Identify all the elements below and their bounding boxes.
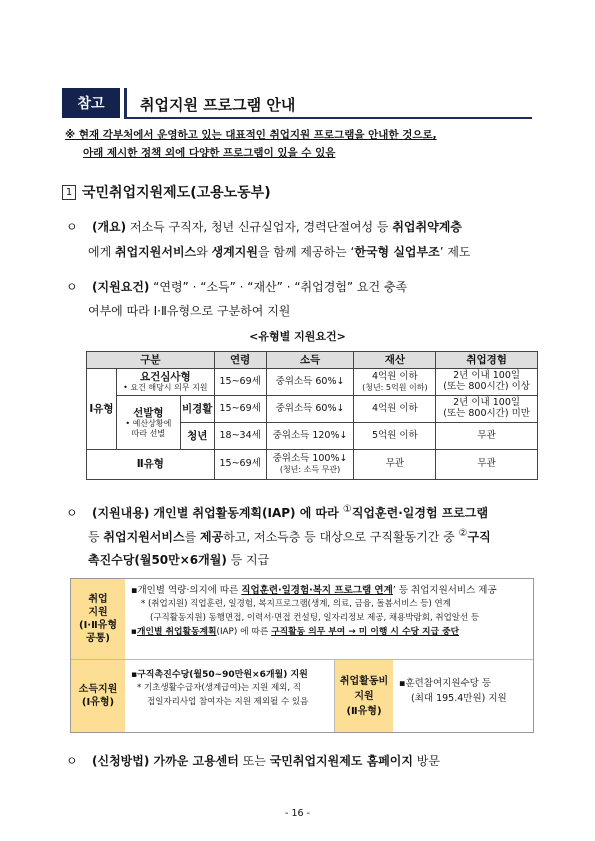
table-cell — [116, 369, 214, 396]
cell-line: 중위소득 100%↓ — [272, 453, 348, 465]
page-title: 취업지원 프로그램 안내 — [140, 96, 296, 114]
table-header-row — [87, 352, 538, 369]
table-row — [87, 450, 538, 480]
label-line: 공통) — [86, 633, 110, 644]
label-line: (Ⅰ유형) — [81, 697, 115, 708]
program-row-employ — [71, 579, 533, 660]
overview-line-2 — [88, 243, 471, 260]
table-cell: 무관 — [354, 450, 436, 480]
cell-line: 2년 이내 100일 — [453, 397, 521, 409]
overview-text: 저소득 구직자, 청년 신규실업자, 경력단절여성 등 — [126, 220, 393, 234]
cell-line: (청년: 5억원 이하) — [362, 382, 428, 392]
table-header: 취업경험 — [436, 352, 538, 369]
program-content — [125, 579, 533, 659]
table-cell: 15~69세 — [214, 369, 266, 396]
text: 구직활동 의무 부여 → 미 이행 시 수당 지급 중단 — [271, 627, 460, 638]
apply-label: (신청방법) — [92, 754, 150, 768]
content-line-1 — [66, 504, 488, 521]
cell-line: (또는 800시간) 미만 — [443, 408, 530, 419]
overview-bold: 취업취약계층 — [392, 220, 462, 234]
content-bold: 제공 — [200, 530, 224, 544]
program-line — [131, 625, 527, 639]
table-cell: 비경활 — [180, 396, 214, 423]
bullet-symbol: ㅇ — [66, 280, 78, 294]
requirements-label: (지원요건) — [92, 280, 150, 294]
program-box — [70, 578, 534, 733]
text: ▪개인별 역량·의지에 따른 — [131, 585, 242, 596]
table-cell — [116, 396, 180, 450]
text: 직업훈련·일경험·복지 프로그램 연계 — [241, 585, 393, 596]
table-header: 연령 — [214, 352, 266, 369]
text: 개인별 취업활동계획 — [136, 627, 217, 638]
table-cell: 15~69세 — [214, 450, 266, 480]
header-underline — [124, 117, 532, 119]
page-number: - 16 - — [285, 808, 310, 819]
table-cell — [436, 369, 538, 396]
table-cell: 5억원 이하 — [354, 423, 436, 450]
overview-text: 와 — [196, 245, 212, 259]
type2-label: Ⅱ유형 — [87, 450, 215, 480]
program-mid-label — [335, 660, 393, 732]
row-name: 요건심사형 — [139, 371, 191, 384]
apply-bold: 가까운 고용센터 — [149, 754, 239, 768]
table-cell: 무관 — [436, 450, 538, 480]
cell-line: 2년 이내 100일 — [453, 370, 521, 382]
program-content — [393, 660, 533, 732]
content-bold: 촉진수당(월50만×6개월) — [88, 553, 227, 567]
apply-bold: 국민취업지원제도 홈페이지 — [269, 754, 413, 768]
row-note: 따라 선별 — [131, 428, 166, 438]
notice-line-2: 아래 제시한 정책 외에 다양한 프로그램이 있을 수 있음 — [83, 147, 336, 159]
content-bold: 취업지원서비스 — [103, 530, 185, 544]
bullet-symbol: ㅇ — [66, 506, 78, 520]
text: (IAP) 에 따른 — [216, 627, 272, 638]
label-line: (Ⅱ유형) — [346, 705, 382, 717]
content-line-2 — [88, 528, 491, 545]
table-cell: 청년 — [180, 423, 214, 450]
table-cell: 4억원 이하 — [354, 396, 436, 423]
content-text: 하고, 저소득층 등 대상으로 구직활동기간 중 — [223, 530, 459, 544]
cell-line: (또는 800시간) 이상 — [443, 381, 530, 392]
table-cell — [266, 450, 354, 480]
program-row-income — [71, 660, 533, 732]
requirements-text: “연령” · “소득” · “재산” · “취업경험” 요건 충족 — [149, 280, 408, 294]
table-row — [87, 396, 538, 423]
table-cell — [354, 369, 436, 396]
notice-line-1: ※ 현재 각부처에서 운영하고 있는 대표적인 취업지원 프로그램을 안내한 것으로, — [65, 129, 437, 141]
reference-tag: 참고 — [62, 88, 120, 118]
requirements-line-2: 여부에 따라 Ⅰ·Ⅱ유형으로 구분하여 지원 — [88, 304, 291, 318]
program-line: (구직활동지원) 동행면접, 이력서·면접 컨설팅, 일자리정보 제공, 채용박람회, 취업알선 등 — [150, 612, 480, 623]
content-text: 등 지급 — [226, 553, 270, 567]
label-line: 취업활동비 — [339, 675, 389, 687]
table-cell: 중위소득 60%↓ — [266, 396, 354, 423]
overview-line-1 — [66, 218, 462, 235]
program-content — [125, 660, 335, 732]
table-cell — [436, 396, 538, 423]
overview-text: 에게 — [88, 245, 115, 259]
table-row — [87, 369, 538, 396]
requirements-line-1 — [66, 278, 407, 295]
overview-text: 을 함께 제공하는 ‘ — [257, 245, 355, 259]
row-note: • 요건 해당시 의무 지원 — [123, 383, 208, 393]
footnote-marker: ② — [458, 528, 468, 539]
apply-text: 또는 — [238, 754, 270, 768]
page-header — [62, 88, 532, 118]
cell-line: 4억원 이하 — [371, 370, 418, 382]
label-line: (Ⅰ·Ⅱ유형 — [79, 620, 117, 631]
overview-bold: 취업지원서비스 — [115, 245, 197, 259]
table-cell: 중위소득 120%↓ — [266, 423, 354, 450]
apply-text: 방문 — [412, 754, 440, 768]
program-line: * 기초생활수급자(생계급여)는 지원 제외, 직 — [137, 683, 301, 694]
text: ’ 등 취업지원서비스 제공 — [392, 585, 497, 596]
program-line — [131, 583, 527, 598]
table-cell: 중위소득 60%↓ — [266, 369, 354, 396]
section-title: 국민취업지원제도(고용노동부) — [82, 185, 271, 201]
section-heading — [62, 182, 271, 202]
table-header: 재산 — [354, 352, 436, 369]
bullet-symbol: ㅇ — [66, 220, 78, 234]
requirements-table — [86, 351, 538, 480]
label-line: 지원 — [88, 607, 108, 618]
row-note: • 예산상황에 — [125, 419, 172, 429]
content-text: 개인별 취업활동계획(IAP) 에 따라 — [149, 506, 343, 520]
program-line: (최대 195.4만원) 지원 — [411, 693, 507, 705]
section-number-box: 1 — [62, 185, 76, 200]
table-header: 구분 — [87, 352, 215, 369]
cell-line: (청년: 소득 무관) — [279, 465, 341, 475]
content-bold: 직업훈련·일경험 프로그램 — [351, 506, 489, 520]
footnote-marker: ① — [342, 504, 352, 515]
program-line: * (취업지원) 직업훈련, 일경험, 복지프로그램(생계, 의료, 금융, 돌봄서비스 등) 연계 — [141, 599, 451, 610]
overview-bold: 생계지원 — [211, 245, 258, 259]
table-cell: 무관 — [436, 423, 538, 450]
text: ▪ — [131, 627, 137, 638]
table-cell: 15~69세 — [214, 396, 266, 423]
overview-text: ’ 제도 — [439, 245, 471, 259]
label-line: 지원 — [354, 690, 374, 702]
label-line: 취업 — [88, 594, 108, 605]
content-text: 등 — [88, 530, 104, 544]
overview-label: (개요) — [92, 220, 127, 234]
content-line-3 — [88, 551, 269, 568]
program-line: 접일자리사업 참여자는 지원 제외될 수 있음 — [147, 696, 309, 707]
program-line: ▪훈련참여지원수당 등 — [399, 678, 492, 689]
table-caption: <유형별 지원요건> — [249, 330, 346, 343]
program-label — [71, 579, 125, 659]
program-line: ▪구직촉진수당(월50~90만원×6개월) 지원 — [131, 670, 308, 680]
header-separator — [124, 88, 127, 118]
content-bold: 구직 — [467, 530, 491, 544]
row-name: 선발형 — [133, 407, 164, 420]
table-cell: 18~34세 — [214, 423, 266, 450]
label-line: 소득지원 — [78, 684, 118, 695]
table-header: 소득 — [266, 352, 354, 369]
type1-label: Ⅰ유형 — [87, 369, 117, 450]
program-label — [71, 660, 125, 732]
content-label: (지원내용) — [92, 506, 150, 520]
apply-line — [66, 752, 440, 769]
overview-bold: 한국형 실업부조 — [354, 245, 440, 259]
bullet-symbol: ㅇ — [66, 754, 78, 768]
content-text: 를 — [184, 530, 200, 544]
